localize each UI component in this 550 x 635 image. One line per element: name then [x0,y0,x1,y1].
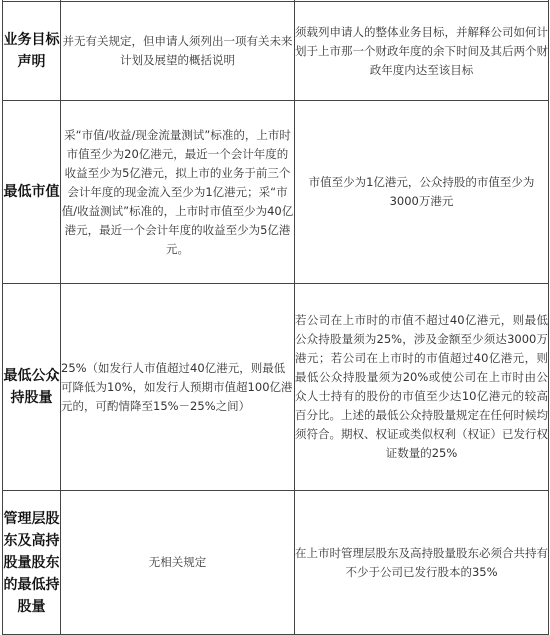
row-label: 业务目标声明 [3,2,61,101]
row-label: 最低市值 [3,101,61,284]
table-row [3,284,549,491]
row-label: 管理层股东及高持股量股东的最低持股量 [3,491,61,635]
main-board-cell: 25%（如发行人市值超过40亿港元，则最低可降低为10%，如发行人预期市值超100亿港元的，可酌情降至15%－25%之间） [61,284,295,491]
comparison-table [2,0,549,635]
gem-board-cell: 市值至少为1亿港元，公众持股的市值至少为3000万港元 [295,101,549,284]
table-row [3,2,549,101]
gem-board-cell: 在上市时管理层股东及高持股量股东必须合共持有不少于公司已发行股本的35% [295,491,549,635]
table-row [3,101,549,284]
main-board-cell: 无相关规定 [61,491,295,635]
table-row [3,491,549,635]
main-board-cell: 采“市值/收益/现金流量测试”标准的，上市时市值至少为20亿港元，最近一个会计年度的收益至少为5亿港元，拟上市的业务于前三个会计年度的现金流入至少为1亿港元；采“市值/收益测试”标准的，上市时市值至少为40亿港元，最近一个会计年度的收益至少为5亿港元。 [61,101,295,284]
main-board-cell: 并无有关规定，但申请人须列出一项有关未来计划及展望的概括说明 [61,2,295,101]
gem-board-cell: 若公司在上市时的市值不超过40亿港元，则最低公众持股量须为25%，涉及金额至少须达3000万港元；若公司在上市时的市值超过40亿港元，则最低公众持股量须为20%或使公司在上市时由公众人士持有的股份的市值至少达10亿港元的较高百分比。上述的最低公众持股量规定在任何时候均须符合。期权、权证或类似权利（权证）已发行权证数量的25% [295,284,549,491]
row-label: 最低公众持股量 [3,284,61,491]
gem-board-cell: 须载列申请人的整体业务目标，并解释公司如何计划于上市那一个财政年度的余下时间及其后两个财政年度内达至该目标 [295,2,549,101]
